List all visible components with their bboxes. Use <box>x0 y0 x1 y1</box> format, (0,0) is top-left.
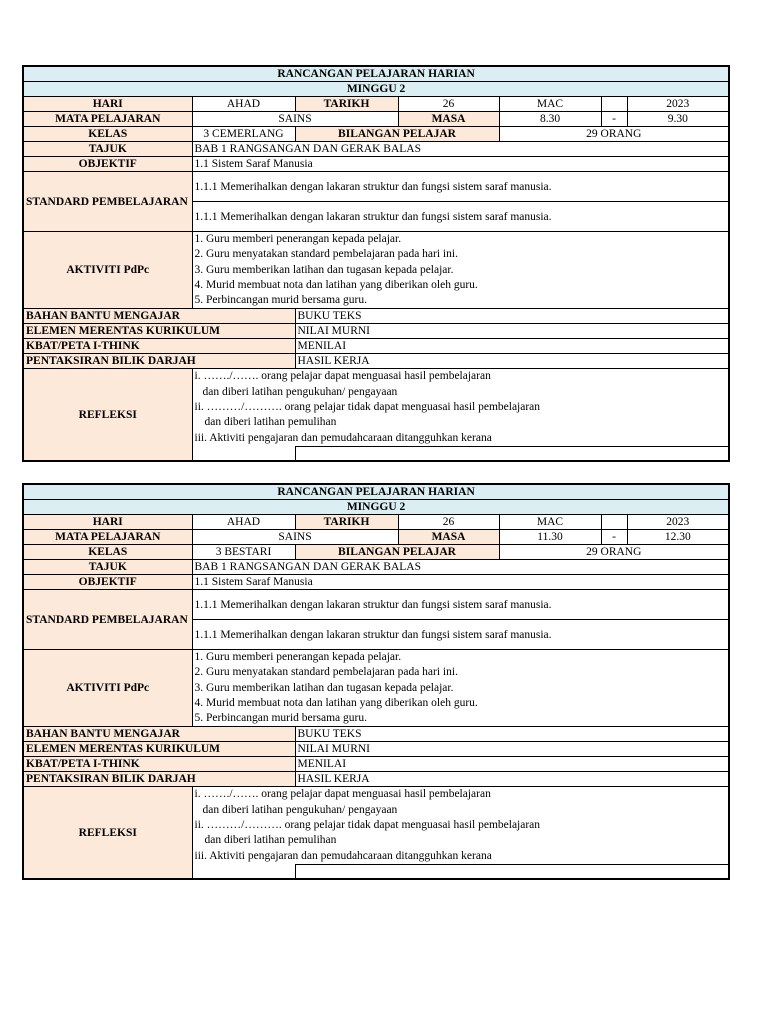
materials-value: BUKU TEKS <box>295 727 729 742</box>
activity-item: 5. Perbincangan murid bersama guru. <box>194 712 367 725</box>
reflection-blank-left <box>192 446 295 461</box>
day-label: HARI <box>23 515 192 530</box>
activities-list <box>192 232 729 309</box>
activity-item: 4. Murid membuat nota dan latihan yang diberikan oleh guru. <box>194 696 478 709</box>
date-year: 2023 <box>627 515 729 530</box>
subject-label: MATA PELAJARAN <box>23 112 192 127</box>
class-value: 3 CEMERLANG <box>192 127 295 142</box>
students-label: BILANGAN PELAJAR <box>295 127 499 142</box>
kbat-value: MENILAI <box>295 757 729 772</box>
standard-label: STANDARD PEMBELAJARAN <box>23 590 192 650</box>
topic-label: TAJUK <box>23 560 192 575</box>
subject-label: MATA PELAJARAN <box>23 530 192 545</box>
lesson-plan-table <box>22 483 730 880</box>
plan-week: MINGGU 2 <box>23 500 729 515</box>
date-label: TARIKH <box>295 97 398 112</box>
reflection-blank-line <box>295 864 729 879</box>
objective-value: 1.1 Sistem Saraf Manusia <box>192 157 729 172</box>
activities-list <box>192 650 729 727</box>
lesson-plan-table <box>22 65 730 462</box>
time-separator: - <box>601 530 627 545</box>
date-spacer <box>601 97 627 112</box>
cross-elements-value: NILAI MURNI <box>295 742 729 757</box>
kbat-value: MENILAI <box>295 339 729 354</box>
day-label: HARI <box>23 97 192 112</box>
activities-label: AKTIVITI PdPc <box>23 232 192 309</box>
students-label: BILANGAN PELAJAR <box>295 545 499 560</box>
standard-value-2: 1.1.1 Memerihalkan dengan lakaran struktur dan fungsi sistem saraf manusia. <box>192 202 729 232</box>
activity-item: 2. Guru menyatakan standard pembelajaran pada hari ini. <box>194 666 458 679</box>
time-separator: - <box>601 112 627 127</box>
objective-label: OBJEKTIF <box>23 157 192 172</box>
assessment-value: HASIL KERJA <box>295 772 729 787</box>
date-day: 26 <box>398 97 499 112</box>
standard-value-1: 1.1.1 Memerihalkan dengan lakaran struktur dan fungsi sistem saraf manusia. <box>192 172 729 202</box>
kbat-label: KBAT/PETA I-THINK <box>23 339 295 354</box>
plan-week: MINGGU 2 <box>23 82 729 97</box>
time-start: 11.30 <box>499 530 601 545</box>
objective-value: 1.1 Sistem Saraf Manusia <box>192 575 729 590</box>
date-month: MAC <box>499 97 601 112</box>
date-month: MAC <box>499 515 601 530</box>
standard-label: STANDARD PEMBELAJARAN <box>23 172 192 232</box>
reflection-item: dan diberi latihan pemulihan <box>204 416 337 429</box>
topic-label: TAJUK <box>23 142 192 157</box>
activity-item: 1. Guru memberi penerangan kepada pelajar. <box>194 651 402 663</box>
activity-item: 3. Guru memberikan latihan dan tugasan kepada pelajar. <box>194 681 454 694</box>
activities-label: AKTIVITI PdPc <box>23 650 192 727</box>
date-year: 2023 <box>627 97 729 112</box>
objective-label: OBJEKTIF <box>23 575 192 590</box>
date-day: 26 <box>398 515 499 530</box>
assessment-label: PENTAKSIRAN BILIK DARJAH <box>23 772 295 787</box>
cross-elements-label: ELEMEN MERENTAS KURIKULUM <box>23 324 295 339</box>
time-start: 8.30 <box>499 112 601 127</box>
students-value: 29 ORANG <box>499 545 729 560</box>
reflection-item: i. ……./……. orang pelajar dapat menguasai hasil pembelajaran <box>194 788 491 801</box>
class-value: 3 BESTARI <box>192 545 295 560</box>
reflection-list <box>192 369 729 446</box>
day-value: AHAD <box>192 515 295 530</box>
materials-value: BUKU TEKS <box>295 309 729 324</box>
reflection-item: dan diberi latihan pengukuhan/ pengayaan <box>202 385 398 398</box>
reflection-item: dan diberi latihan pengukuhan/ pengayaan <box>202 803 398 816</box>
reflection-item: ii. ………/………. orang pelajar tidak dapat menguasai hasil pembelajaran <box>194 401 541 414</box>
reflection-item: i. ……./……. orang pelajar dapat menguasai hasil pembelajaran <box>194 370 491 383</box>
time-end: 12.30 <box>627 530 729 545</box>
subject-value: SAINS <box>192 112 398 127</box>
reflection-blank-left <box>192 864 295 879</box>
assessment-label: PENTAKSIRAN BILIK DARJAH <box>23 354 295 369</box>
students-value: 29 ORANG <box>499 127 729 142</box>
subject-value: SAINS <box>192 530 398 545</box>
kbat-label: KBAT/PETA I-THINK <box>23 757 295 772</box>
day-value: AHAD <box>192 97 295 112</box>
standard-value-2: 1.1.1 Memerihalkan dengan lakaran struktur dan fungsi sistem saraf manusia. <box>192 620 729 650</box>
topic-value: BAB 1 RANGSANGAN DAN GERAK BALAS <box>192 560 729 575</box>
date-label: TARIKH <box>295 515 398 530</box>
class-label: KELAS <box>23 545 192 560</box>
cross-elements-value: NILAI MURNI <box>295 324 729 339</box>
reflection-item: ii. ………/………. orang pelajar tidak dapat menguasai hasil pembelajaran <box>194 819 541 832</box>
lesson-plan-1 <box>22 65 728 462</box>
reflection-label: REFLEKSI <box>23 787 192 879</box>
cross-elements-label: ELEMEN MERENTAS KURIKULUM <box>23 742 295 757</box>
date-spacer <box>601 515 627 530</box>
topic-value: BAB 1 RANGSANGAN DAN GERAK BALAS <box>192 142 729 157</box>
reflection-item: iii. Aktiviti pengajaran dan pemudahcaraan ditangguhkan kerana <box>194 431 492 444</box>
materials-label: BAHAN BANTU MENGAJAR <box>23 727 295 742</box>
activity-item: 4. Murid membuat nota dan latihan yang diberikan oleh guru. <box>194 278 478 291</box>
standard-value-1: 1.1.1 Memerihalkan dengan lakaran struktur dan fungsi sistem saraf manusia. <box>192 590 729 620</box>
reflection-item: dan diberi latihan pemulihan <box>204 834 337 847</box>
activity-item: 2. Guru menyatakan standard pembelajaran pada hari ini. <box>194 248 458 261</box>
lesson-plan-2 <box>22 483 728 880</box>
activity-item: 3. Guru memberikan latihan dan tugasan kepada pelajar. <box>194 263 454 276</box>
reflection-list <box>192 787 729 864</box>
reflection-item: iii. Aktiviti pengajaran dan pemudahcaraan ditangguhkan kerana <box>194 849 492 862</box>
class-label: KELAS <box>23 127 192 142</box>
assessment-value: HASIL KERJA <box>295 354 729 369</box>
reflection-blank-line <box>295 446 729 461</box>
time-end: 9.30 <box>627 112 729 127</box>
time-label: MASA <box>398 112 499 127</box>
activity-item: 5. Perbincangan murid bersama guru. <box>194 294 367 307</box>
activity-item: 1. Guru memberi penerangan kepada pelajar. <box>194 233 402 245</box>
materials-label: BAHAN BANTU MENGAJAR <box>23 309 295 324</box>
plan-title: RANCANGAN PELAJARAN HARIAN <box>23 484 729 500</box>
time-label: MASA <box>398 530 499 545</box>
reflection-label: REFLEKSI <box>23 369 192 461</box>
plan-title: RANCANGAN PELAJARAN HARIAN <box>23 66 729 82</box>
